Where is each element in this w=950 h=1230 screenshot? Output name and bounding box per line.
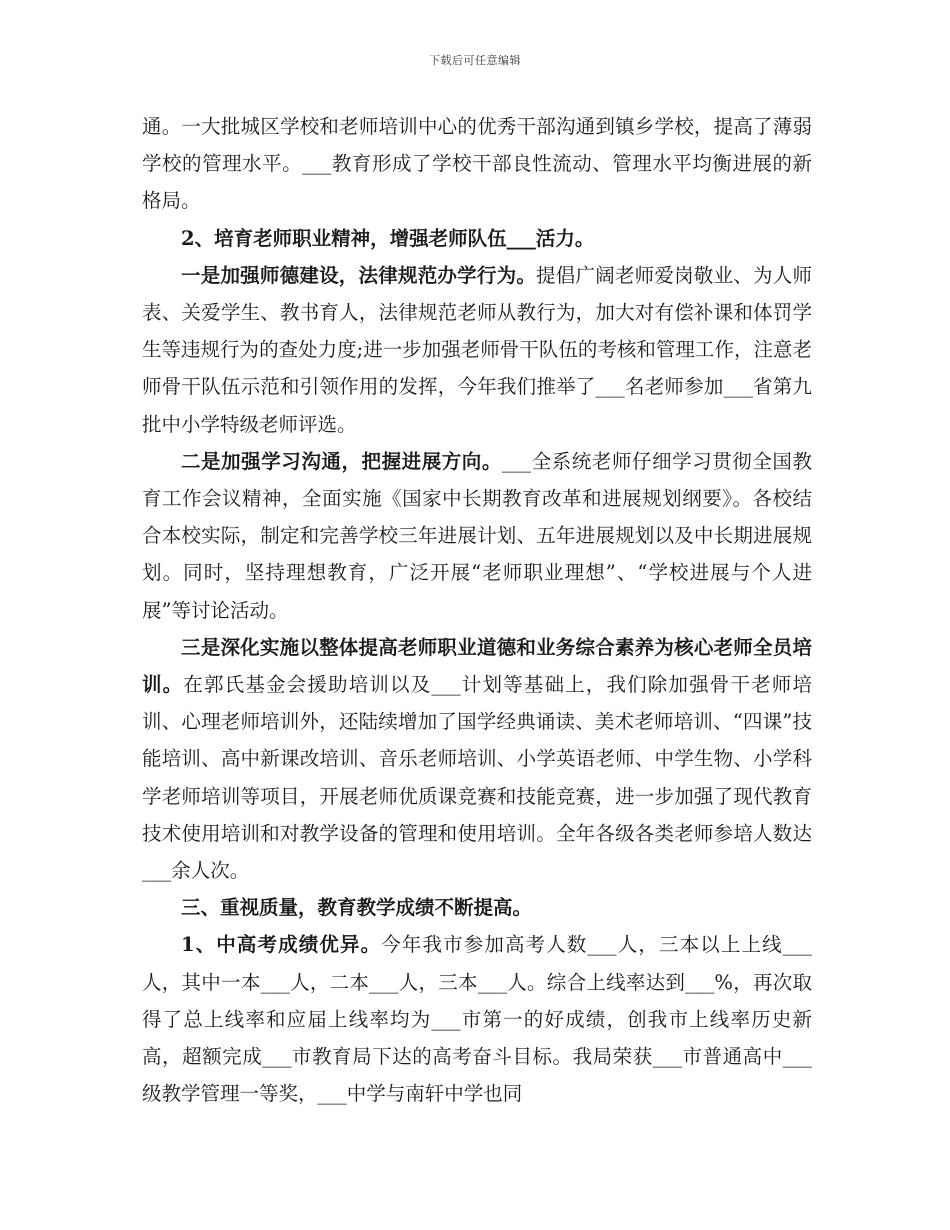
paragraph-lead: 一是加强师德建设，法律规范办学行为。	[181, 263, 537, 287]
paragraph-text: 提倡广阔老师爱岗敬业、为人师表、关爱学生、教书育人，法律规范老师从教行为，加大对有偿补课和体罚学生等违规行为的查处力度;进一步加强老师骨干队伍的考核和管理工作，注意老师骨干队伍示范和引领作用的发挥，今年我们推举了___名老师参加___省第九批中小学特级老师评选。	[142, 263, 812, 436]
paragraph-lead: 1、中高考成绩优异。	[181, 933, 382, 957]
page-header: 下载后可任意编辑	[429, 54, 521, 67]
section-heading-2: 2、培育老师职业精神，增强老师队伍___活力。	[181, 226, 595, 250]
paragraph-ethics	[142, 257, 812, 443]
paragraph-training	[142, 629, 812, 889]
paragraph-continuation: 通。一大批城区学校和老师培训中心的优秀干部沟通到镇乡学校，提高了薄弱学校的管理水平。___教育形成了学校干部良性流动、管理水平均衡进展的新格局。	[142, 115, 812, 213]
paragraph-text: 在郭氏基金会援助培训以及___计划等基础上，我们除加强骨干老师培训、心理老师培训外，还陆续增加了国学经典诵读、美术老师培训、“四课”技能培训、高中新课改培训、音乐老师培训、小学英语老师、中学生物、小学科学老师培训等项目，开展老师优质课竞赛和技能竞赛，进一步加强了现代教育技术使用培训和对教学设备的管理和使用培训。全年各级各类老师参培人数达___余人次。	[142, 673, 812, 883]
paragraph-text: ___全系统老师仔细学习贯彻全国教育工作会议精神，全面实施《国家中长期教育改革和进展规划纲要》。各校结合本校实际，制定和完善学校三年进展计划、五年进展规划以及中长期进展规划。同时，坚持理想教育，广泛开展“老师职业理想”、“学校进展与个人进展”等讨论活动。	[142, 449, 812, 622]
paragraph-lead: 三是深化实施以整体提高老师职业道德和业务综合素养为核心老师全员培训。	[142, 635, 812, 697]
paragraph-learning	[142, 443, 812, 629]
paragraph-text: 今年我市参加高考人数___人，三本以上上线___人，其中一本___人，二本___人，三本___人。综合上线率达到___%，再次取得了总上线率和应届上线率均为___市第一的好成绩，创我市上线率历史新高，超额完成___市教育局下达的高考奋斗目标。我局荣获___市普通高中___级教学管理一等奖，___中学与南轩中学也同	[142, 933, 812, 1106]
paragraph-lead: 二是加强学习沟通，把握进展方向。	[181, 449, 502, 473]
paragraph-exam-results	[142, 926, 812, 1112]
section-heading-3: 三、重视质量，教育教学成绩不断提高。	[181, 896, 533, 920]
document-body	[142, 108, 812, 1112]
